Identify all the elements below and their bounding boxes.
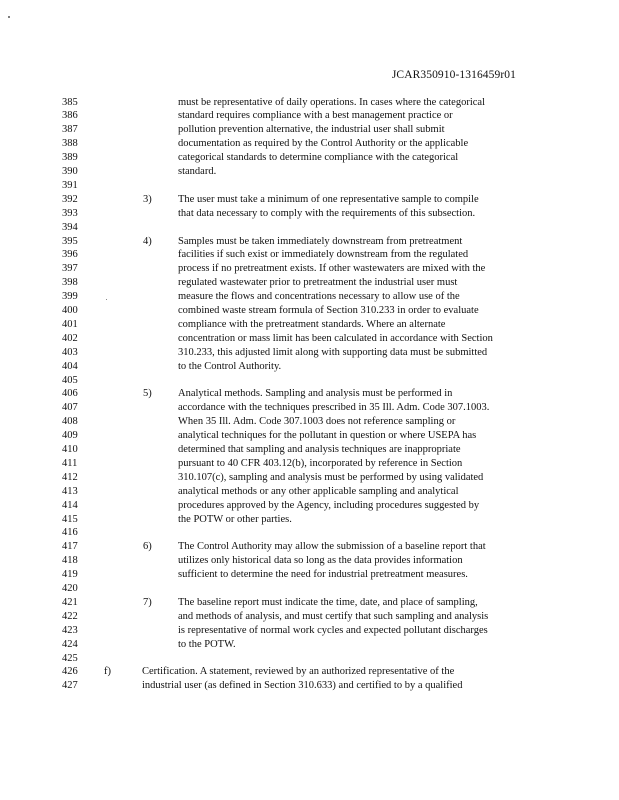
line-text: The baseline report must indicate the time, date, and place of sampling,: [178, 596, 478, 608]
line-text: industrial user (as defined in Section 310.633) and certified to by a qualified: [142, 680, 463, 692]
item-label: 5): [143, 388, 152, 400]
text-line: [0, 248, 619, 262]
line-number: 415: [62, 513, 78, 525]
line-number: 385: [62, 96, 78, 108]
text-line: [0, 151, 619, 165]
document-id: JCAR350910-1316459r01: [391, 69, 516, 81]
text-line: [0, 276, 619, 290]
line-number: 397: [62, 263, 78, 275]
line-text: analytical techniques for the pollutant in question or where USEPA has: [178, 430, 477, 442]
text-line: [0, 610, 619, 624]
line-text: The user must take a minimum of one representative sample to compile: [178, 193, 479, 205]
line-text: to the Control Authority.: [178, 360, 282, 372]
line-number: 417: [62, 541, 78, 553]
line-number: 388: [62, 138, 78, 150]
line-number: 426: [62, 666, 78, 678]
line-text: and methods of analysis, and must certify that such sampling and analysis: [178, 610, 489, 622]
text-line: [0, 485, 619, 499]
line-text: that data necessary to comply with the requirements of this subsection.: [178, 207, 476, 219]
item-label: 6): [143, 541, 152, 553]
text-line: [0, 596, 619, 610]
text-line: [0, 262, 619, 276]
line-number: 393: [62, 207, 78, 219]
line-text: 310.107(c), sampling and analysis must be performed by using validated: [178, 471, 484, 483]
line-number: 403: [62, 346, 78, 358]
text-line: [0, 332, 619, 346]
line-number: 402: [62, 332, 78, 344]
line-text: combined waste stream formula of Section 310.233 in order to evaluate: [178, 305, 479, 316]
text-line: [0, 179, 619, 193]
line-number: 419: [62, 569, 78, 581]
text-line: [0, 109, 619, 123]
line-number: 386: [62, 110, 78, 122]
line-text: Samples must be taken immediately downstream from pretreatment: [178, 235, 463, 247]
line-number: 427: [62, 680, 78, 692]
text-line: [0, 207, 619, 221]
line-number: 422: [62, 610, 78, 622]
line-text: compliance with the pretreatment standards. Where an alternate: [178, 318, 446, 330]
item-label: f): [104, 666, 111, 678]
text-line: [0, 513, 619, 527]
line-number: 391: [62, 179, 78, 191]
line-text: sufficient to determine the need for industrial pretreatment measures.: [178, 569, 468, 581]
text-line: [0, 624, 619, 638]
line-text: procedures approved by the Agency, including procedures suggested by: [178, 499, 480, 511]
line-text: accordance with the techniques prescribed in 35 Ill. Adm. Code 307.1003.: [178, 402, 490, 414]
line-text: regulated wastewater prior to pretreatment the industrial user must: [178, 277, 458, 289]
line-number: 400: [62, 305, 78, 316]
text-line: [0, 638, 619, 652]
text-line: [0, 652, 619, 666]
line-text: Analytical methods. Sampling and analysis must be performed in: [178, 388, 453, 400]
line-number: 421: [62, 596, 78, 608]
text-line: [0, 679, 619, 693]
line-number: 420: [62, 583, 78, 594]
line-number: 416: [62, 527, 78, 539]
line-number: 392: [62, 193, 78, 205]
line-number: 425: [62, 652, 78, 664]
line-number: 414: [62, 499, 78, 511]
text-line: [0, 499, 619, 513]
text-line: [0, 318, 619, 332]
line-number: 409: [62, 430, 78, 442]
line-text: The Control Authority may allow the submission of a baseline report that: [178, 541, 486, 553]
line-number: 394: [62, 221, 78, 233]
text-line: [0, 96, 619, 110]
line-number: 390: [62, 166, 78, 177]
text-line: [0, 471, 619, 485]
text-line: [0, 457, 619, 471]
line-number: 406: [62, 388, 78, 400]
line-number: 407: [62, 402, 78, 414]
line-text: concentration or mass limit has been calculated in accordance with Section: [178, 332, 493, 344]
scan-speck: [8, 16, 10, 18]
text-line: [0, 401, 619, 415]
text-line: [0, 193, 619, 207]
line-number: 389: [62, 152, 78, 164]
line-text: analytical methods or any other applicable sampling and analytical: [178, 485, 459, 497]
line-text: pollution prevention alternative, the industrial user shall submit: [178, 124, 445, 136]
text-line: [0, 387, 619, 401]
line-number: 398: [62, 277, 78, 289]
line-number: 413: [62, 485, 78, 497]
line-text: standard.: [178, 166, 217, 177]
line-text: 310.233, this adjusted limit along with supporting data must be submitted: [178, 346, 488, 358]
text-line: [0, 137, 619, 151]
line-text: to the POTW.: [178, 638, 236, 650]
text-line: [0, 360, 619, 374]
text-line: [0, 429, 619, 443]
line-number: 408: [62, 416, 78, 428]
item-label: 7): [143, 596, 152, 608]
line-text: process if no pretreatment exists. If other wastewaters are mixed with the: [178, 263, 486, 275]
text-line: [0, 526, 619, 540]
line-number: 410: [62, 444, 78, 455]
line-text: is representative of normal work cycles and expected pollutant discharges: [178, 624, 488, 636]
text-line: [0, 415, 619, 429]
text-line: [0, 221, 619, 235]
line-text: measure the flows and concentrations necessary to allow use of the: [178, 291, 460, 303]
line-number: 395: [62, 235, 78, 247]
text-line: [0, 123, 619, 137]
text-line: [0, 443, 619, 457]
item-label: 4): [143, 235, 152, 247]
line-number: 401: [62, 318, 78, 330]
line-text: categorical standards to determine compliance with the categorical: [178, 152, 459, 164]
line-number: 411: [62, 457, 78, 469]
text-line: [0, 582, 619, 596]
line-number: 387: [62, 124, 78, 136]
line-text: utilizes only historical data so long as the data provides information: [178, 555, 463, 567]
text-line: [0, 346, 619, 360]
line-text: When 35 Ill. Adm. Code 307.1003 does not reference sampling or: [178, 416, 456, 428]
line-number: 399: [62, 291, 78, 303]
line-number: 424: [62, 638, 78, 650]
text-line: [0, 568, 619, 582]
text-line: [0, 235, 619, 249]
line-text: standard requires compliance with a best management practice or: [178, 110, 453, 122]
line-text: pursuant to 40 CFR 403.12(b), incorporated by reference in Section: [178, 457, 463, 469]
text-line: [0, 540, 619, 554]
text-line: [0, 554, 619, 568]
line-text: documentation as required by the Control Authority or the applicable: [178, 138, 469, 150]
text-line: [0, 374, 619, 388]
line-number: 423: [62, 624, 78, 636]
line-text: determined that sampling and analysis techniques are inappropriate: [178, 444, 461, 455]
line-text: must be representative of daily operations. In cases where the categorical: [178, 96, 485, 108]
line-number: 405: [62, 374, 78, 386]
item-label: 3): [143, 193, 152, 205]
text-line: [0, 290, 619, 304]
line-text: facilities if such exist or immediately downstream from the regulated: [178, 249, 469, 261]
line-text: Certification. A statement, reviewed by an authorized representative of the: [142, 666, 455, 678]
text-line: [0, 165, 619, 179]
line-number: 396: [62, 249, 78, 261]
text-line: [0, 304, 619, 318]
line-number: 412: [62, 471, 78, 483]
line-text: the POTW or other parties.: [178, 513, 292, 525]
text-line: [0, 665, 619, 679]
line-number: 404: [62, 360, 78, 372]
line-number: 418: [62, 555, 78, 567]
